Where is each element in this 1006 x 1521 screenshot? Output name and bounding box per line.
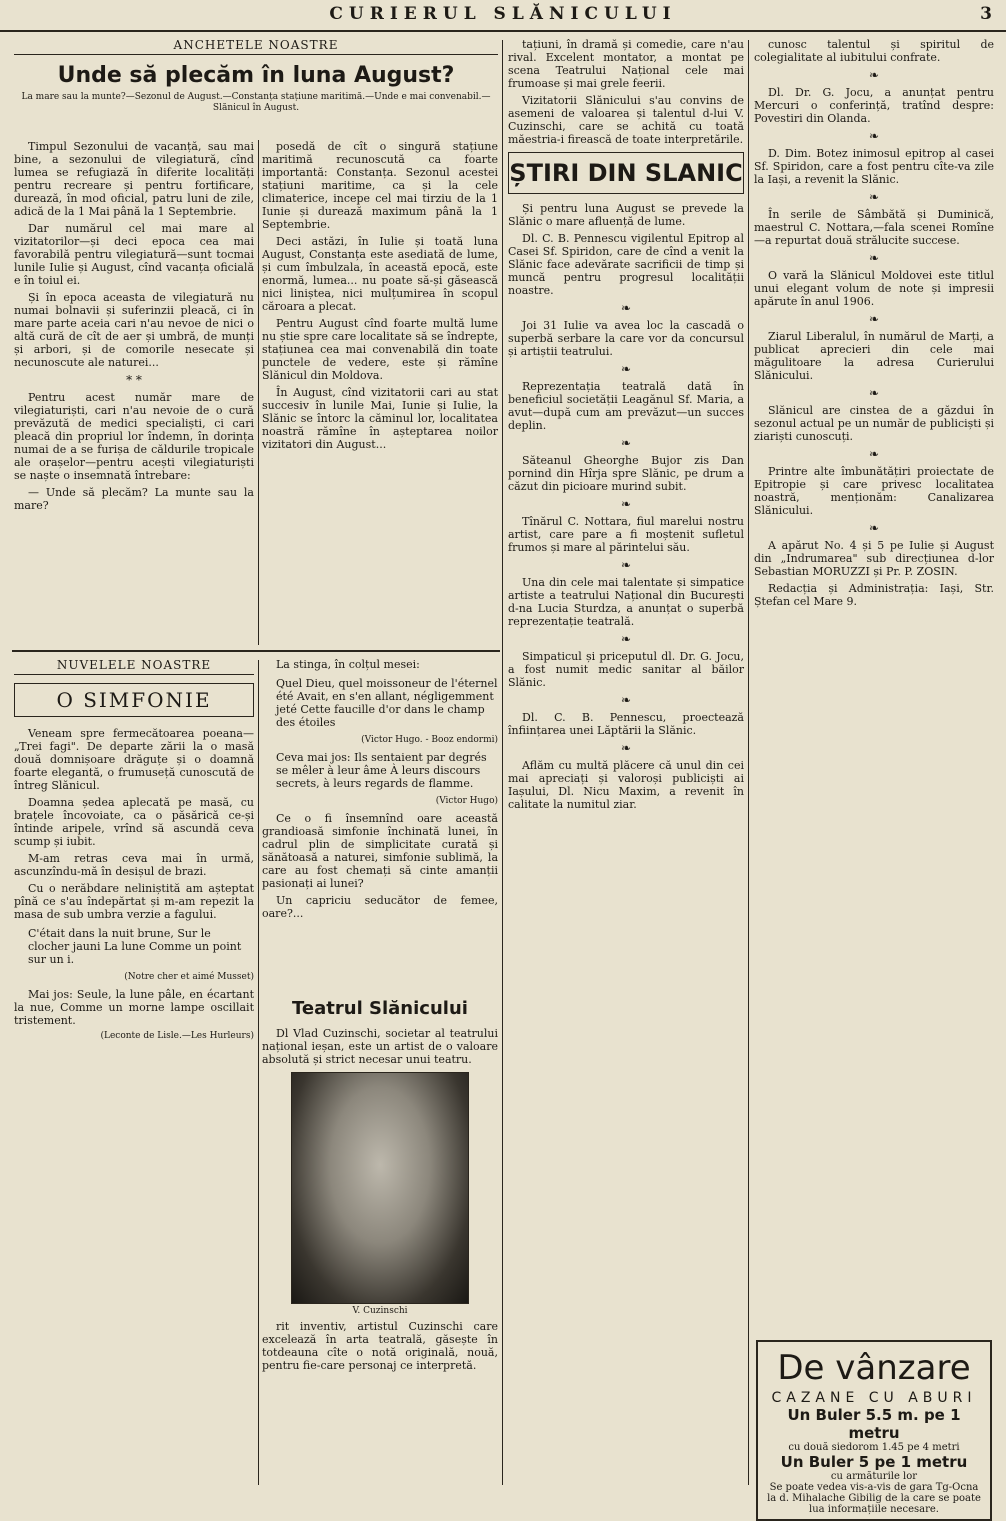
article-subhead: La mare sau la munte?—Sezonul de August.—Constanța stațiune maritimă.—Unde e mai convenabil.—Slănicul în August.	[21, 92, 491, 113]
ornament: ❧	[868, 129, 880, 143]
photo-caption: V. Cuzinschi	[352, 1306, 408, 1316]
ornament: ❧	[868, 521, 880, 535]
poem-quote: Ceva mai jos: Ils sentaient par degrés se mêler à leur âme À leurs discours secrets, à leurs regards de flamme.	[276, 751, 487, 790]
paragraph: Și în epoca aceasta de vilegiatură nu numai bolnavii și suferinzii pleacă, ci în mare parte aceia cari n'au nevoe de nici o altă cură de cît de aer și umbră, de munți și arbori, și de comorile nesecate și necunoscute ale naturei...	[14, 291, 254, 369]
news-column-4	[754, 38, 994, 1128]
ornament: ❧	[868, 190, 880, 204]
teatrul-title: Teatrul Slănicului	[292, 998, 468, 1019]
paragraph: Printre alte îmbunătățiri proiectate de Epitropie și care privesc localitatea noastră, menționăm: Canalizarea Slănicului.	[754, 465, 994, 517]
paragraph: Slănicul are cinstea de a găzdui în sezonul actual pe un număr de publiciști și ziariști cunoscuți.	[754, 404, 994, 443]
section-kicker: NUVELELE NOASTRE	[14, 658, 254, 675]
page-number: 3	[980, 4, 992, 24]
paragraph: Veneam spre fermecătoarea poeana—„Trei fagi". De departe zării la o masă două domnișoare drăguțe și o doamnă foarte elegantă, o frumuseță cunoscută de întreg Slănicul.	[14, 727, 254, 792]
ad-line: cu armăturile lor	[830, 1471, 918, 1482]
paragraph: La stinga, în colțul mesei:	[276, 658, 420, 671]
paragraph: A apărut No. 4 și 5 pe Iulie și August din „Indrumarea" sub direcțiunea d-lor Sebastian MORUZZI și Pr. P. ZOSIN.	[754, 539, 994, 578]
paragraph: Vizitatorii Slănicului s'au convins de asemeni de valoarea și talentul d-lui V. Cuzinschi, care se achită cu toată măestria-i firească de toate interpretările.	[508, 94, 744, 146]
paragraph: În serile de Sâmbătă și Duminică, maestrul C. Nottara,—fala scenei Romîne—a repurtat două strălucite succese.	[754, 208, 994, 247]
paragraph: Pentru acest număr mare de vilegiaturiști, cari n'au nevoie de o cură prevăzută de medici specialiști, ci cari pleacă din propriul lor îndemn, în dorința numai de a se furișa de căldurile tropicale ale orașelor—pentru acești vilegiaturiști se naște o insemnată întrebare:	[14, 391, 254, 482]
paragraph: Timpul Sezonului de vacanță, sau mai bine, a sezonului de vilegiatură, cînd lumea se refugiază în diferite localități pentru recreare și pentru fortificare, durează, în mod oficial, patru luni de zile, adică de la 1 Mai până la 1 Septembrie.	[14, 140, 254, 218]
quote-source: (Leconte de Lisle.—Les Hurleurs)	[100, 1031, 254, 1041]
paragraph: Ziarul Liberalul, în numărul de Marți, a publicat aprecieri din cele mai măgulitoare la adresa Curierului Slănicului.	[754, 330, 994, 382]
ornament: ❧	[620, 632, 632, 646]
column-rule	[258, 660, 259, 1485]
paragraph: Simpaticul și priceputul dl. Dr. G. Jocu, a fost numit medic sanitar al băilor Slănic.	[508, 650, 744, 689]
nuvele-column	[14, 658, 254, 1488]
ornament: ❧	[620, 436, 632, 450]
ornament: ❧	[868, 447, 880, 461]
ornament: ❧	[620, 362, 632, 376]
paragraph: Redacția și Administrația: Iași, Str. Ștefan cel Mare 9.	[754, 582, 994, 608]
column-rule	[258, 140, 259, 645]
stiri-column	[508, 38, 744, 1488]
article-column-2	[262, 140, 498, 645]
article-header	[14, 38, 498, 142]
ad-title: De vânzare	[777, 1348, 971, 1388]
ornament: ❧	[868, 386, 880, 400]
paragraph: În August, cînd vizitatorii cari au stat succesiv în lunile Mai, Iunie și Iulie, la Slănic se întorc la căminul lor, localitatea noastră rămîne în așteptarea noilor vizitatori din August...	[262, 386, 498, 451]
paragraph: Tînărul C. Nottara, fiul marelui nostru artist, care pare a fi moștenit sufletul frumos și mare al părintelui său.	[508, 515, 744, 554]
ornament: ❧	[620, 301, 632, 315]
ornament: ❧	[620, 558, 632, 572]
ornament: ❧	[868, 68, 880, 82]
ornament: * *	[126, 373, 142, 387]
paragraph: tațiuni, în dramă și comedie, care n'au rival. Excelent montator, a montat pe scena Teatrului Național cele mai frumoase și mai grele feerii.	[508, 38, 744, 90]
paragraph: Dl. C. B. Pennescu, proectează înființarea unei Lăptării la Slănic.	[508, 711, 744, 737]
paragraph: Un capriciu seducător de femee, oare?...	[262, 894, 498, 920]
ornament: ❧	[620, 497, 632, 511]
quote-source: (Victor Hugo. - Booz endormi)	[361, 735, 498, 745]
ad-box	[756, 1340, 992, 1521]
paragraph: cunosc talentul și spiritul de colegialitate al iubitului confrate.	[754, 38, 994, 64]
paragraph: Pentru August cînd foarte multă lume nu știe spre care localitate să se îndrepte, stațiunea cea mai convenabilă din toate punctele de vedere, este și rămîne Slănicul din Moldova.	[262, 317, 498, 382]
ad-line: Se poate vedea vis-a-vis de gara Tg-Ocna la d. Mihalache Gibilig de la care se poate lua informațiile necesare.	[767, 1482, 981, 1515]
paragraph: Dl. Dr. G. Jocu, a anunțat pentru Mercuri o conferință, tratînd despre: Povestiri din Olanda.	[754, 86, 994, 125]
article-column-1	[14, 140, 254, 645]
ornament: ❧	[620, 693, 632, 707]
ornament: ❧	[868, 312, 880, 326]
paragraph: D. Dim. Botez inimosul epitrop al casei Sf. Spiridon, care a fost pentru cîte-va zile la Iași, a revenit la Slănic.	[754, 147, 994, 186]
paragraph: Și pentru luna August se prevede la Slănic o mare afluență de lume.	[508, 202, 744, 228]
paragraph: posedă de cît o singură stațiune maritimă recunoscută ca foarte importantă: Constanța. Sezonul acestei stațiuni maritime, ca și la cele climaterice, incepe cel mai tirziu de la 1 Iunie și durează maximum până la 1 Septembrie.	[262, 140, 498, 231]
portrait-photo	[291, 1072, 469, 1304]
paragraph: O vară la Slănicul Moldovei este titlul unui elegant volum de note și impresii apărute în anul 1906.	[754, 269, 994, 308]
ornament: ❧	[868, 251, 880, 265]
ad-subtitle: CAZANE CU ABURI	[771, 1390, 977, 1406]
paragraph: Una din cele mai talentate și simpatice artiste a teatrului Național din București d-na Lucia Sturdza, a anunțat o superbă reprezentație teatrală.	[508, 576, 744, 628]
section-rule	[12, 650, 500, 652]
paragraph: — Unde să plecăm? La munte sau la mare?	[14, 486, 254, 512]
paragraph: rit inventiv, artistul Cuzinschi care excelează în arta teatrală, găsește în totdeauna cîte o notă originală, nouă, pentru fie-care personaj ce interpretă.	[262, 1320, 498, 1372]
verse-column	[262, 658, 498, 958]
masthead-title: CURIERUL SLĂNICULUI	[329, 4, 677, 24]
quote-source: (Notre cher et aimé Musset)	[124, 972, 254, 982]
stiri-header: ȘTIRI DIN SLANIC	[508, 152, 744, 194]
paragraph: Reprezentația teatrală dată în beneficiul societății Leagănul Sf. Maria, a avut—după cum am prevăzut—un succes deplin.	[508, 380, 744, 432]
paragraph: Săteanul Gheorghe Bujor zis Dan pornind din Hîrja spre Slănic, pe drum a căzut din picioare murind subit.	[508, 454, 744, 493]
paragraph: M-am retras ceva mai în urmă, ascunzîndu-mă în desișul de brazi.	[14, 852, 254, 878]
masthead	[0, 0, 1006, 32]
poem-quote: C'était dans la nuit brune, Sur le clocher jauni La lune Comme un point sur un i.	[28, 927, 242, 966]
poem-quote: Quel Dieu, quel moissoneur de l'éternel été Avait, en s'en allant, négligemment jeté Cette faucille d'or dans le champ des étoiles	[276, 677, 498, 729]
paragraph: Mai jos: Seule, la lune pâle, en écartant la nue, Comme un morne lampe oscillait tristement.	[14, 988, 254, 1027]
paragraph: Joi 31 Iulie va avea loc la cascadă o superbă serbare la care vor da concursul și artiștii teatrului.	[508, 319, 744, 358]
ad-line: Un Buler 5 pe 1 metru	[780, 1453, 968, 1471]
ad-line: cu două siedorom 1.45 pe 4 metri	[788, 1442, 960, 1453]
paragraph: Dar numărul cel mai mare al vizitatorilor—și deci epoca cea mai favorabilă pentru vilegiatură—sunt tocmai lunile Iulie și August, cînd vacanța oficială e în toiul ei.	[14, 222, 254, 287]
advertisement	[756, 1340, 992, 1515]
column-rule	[748, 40, 749, 1485]
paragraph: Ce o fi însemnînd oare această grandioasă simfonie închinată lunei, în cadrul plin de simplicitate curată și sănătoasă a naturei, simfonie sublimă, la care au fost chemați să cinte amanții pasionați ai lunei?	[262, 812, 498, 890]
paragraph: Deci astăzi, în Iulie și toată luna August, Constanța este asediată de lume, și cum îmbulzala, în această epocă, este enormă, lumea... nu poate să-și găsească nici liniștea, nici mulțumirea în scopul căroara a plecat.	[262, 235, 498, 313]
column-rule	[502, 40, 503, 1485]
story-title: O SIMFONIE	[14, 683, 254, 717]
section-kicker: ANCHETELE NOASTRE	[14, 38, 498, 55]
article-headline: Unde să plecăm în luna August?	[57, 63, 455, 88]
paragraph: Doamna ședea aplecată pe masă, cu brațele încovoiate, ca o păsărică ce-și întinde aripele, vrînd să ascundă ceva scump și iubit.	[14, 796, 254, 848]
paragraph: Aflăm cu multă plăcere că unul din cei mai apreciați și valoroși publiciști ai Iașului, Dl. Nicu Maxim, a revenit în calitate la numitul ziar.	[508, 759, 744, 811]
paragraph: Dl Vlad Cuzinschi, societar al teatrului național ieșan, este un artist de o valoare absolută și strict necesar unui teatru.	[262, 1027, 498, 1066]
teatrul-column	[262, 990, 498, 1488]
paragraph: Dl. C. B. Pennescu vigilentul Epitrop al Casei Sf. Spiridon, care de cînd a venit la Slănic face adevărate sacrificii de timp și muncă pentru progresul localității noastre.	[508, 232, 744, 297]
quote-source: (Victor Hugo)	[435, 796, 498, 806]
ad-line: Un Buler 5.5 m. pe 1 metru	[787, 1406, 961, 1442]
paragraph: Cu o nerăbdare neliniștită am așteptat pînă ce s'au îndepărtat și m-am repezit la masa de sub umbra verzie a fagului.	[14, 882, 254, 921]
ornament: ❧	[620, 741, 632, 755]
